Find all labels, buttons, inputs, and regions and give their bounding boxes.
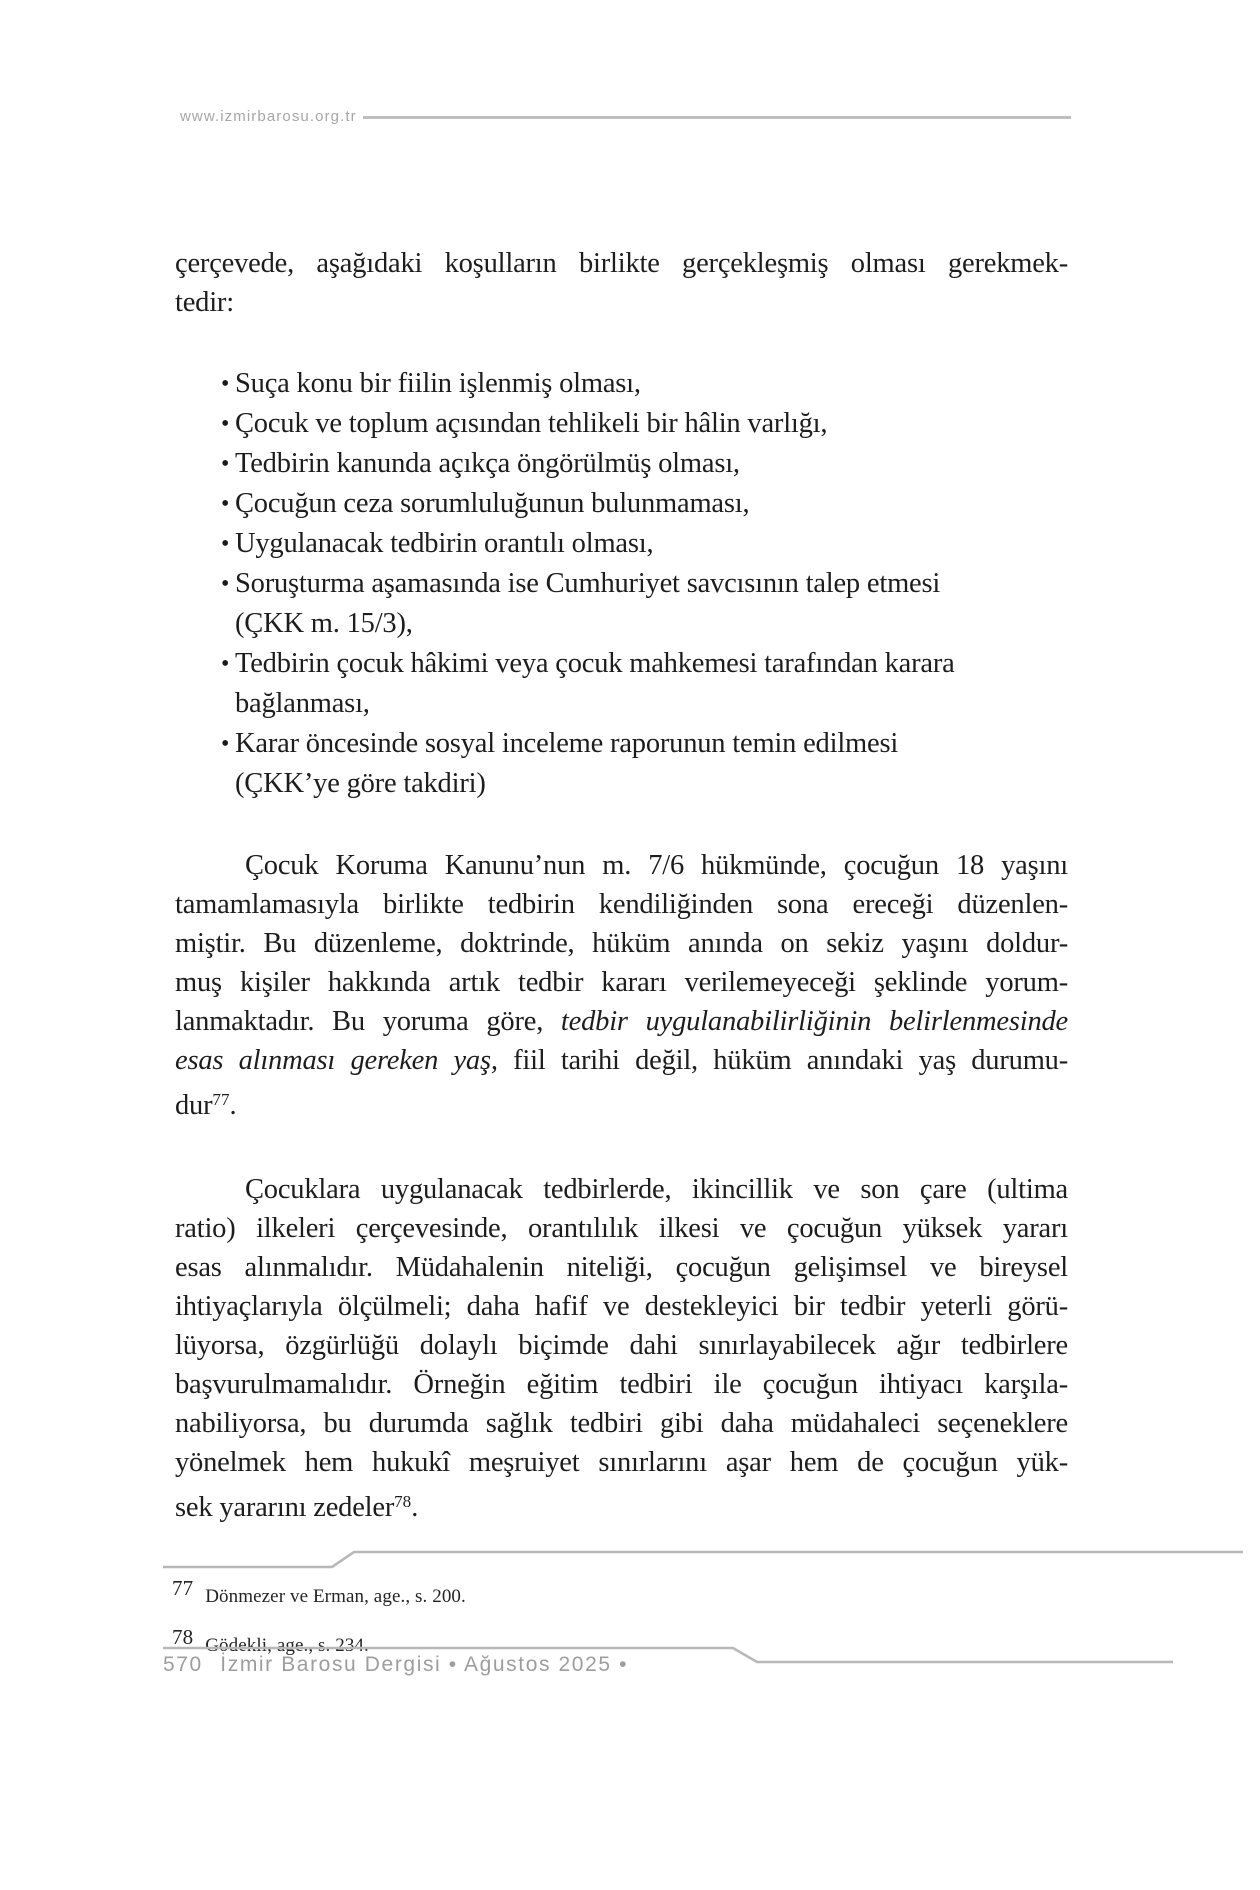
paragraph-line	[175, 1080, 1068, 1125]
paragraph-three	[175, 1170, 1068, 1527]
bullet-line: Uygulanacak tedbirin orantılı olması,	[235, 528, 654, 559]
paragraph-line	[175, 924, 1068, 963]
bullet-marker: •	[221, 411, 230, 437]
bullet-item	[175, 564, 1068, 644]
paragraph-line	[175, 1482, 1068, 1527]
paragraph-line	[175, 1170, 1068, 1209]
paragraph-line	[175, 1041, 1068, 1080]
text-segment: .	[229, 1090, 237, 1121]
paragraph-two	[175, 846, 1068, 1125]
bullet-item	[175, 644, 1068, 724]
bullet-marker: •	[221, 371, 230, 397]
bullet-marker: •	[221, 651, 230, 677]
text-segment: sek yararını zedeler	[175, 1492, 395, 1523]
bullet-marker: •	[221, 731, 230, 757]
paragraph-line	[175, 1248, 1068, 1287]
bullet-item	[175, 484, 1068, 524]
bullet-item	[175, 724, 1068, 804]
paragraph-line	[175, 1404, 1068, 1443]
bullet-marker: •	[221, 491, 230, 517]
text-segment: lanmaktadır. Bu yoruma göre,	[175, 1006, 561, 1037]
text-segment: tamamlamasıyla birlikte tedbirin kendiliğinden sona ereceği düzenlen-	[175, 889, 1068, 920]
bullet-marker: •	[221, 451, 230, 477]
footer-text	[163, 1653, 628, 1677]
bullet-line: Karar öncesinde sosyal inceleme raporunun temin edilmesi	[235, 728, 899, 759]
text-segment: Çocuklara uygulanacak tedbirlerde, ikincillik ve son çare (ultima	[245, 1174, 1068, 1205]
bullet-line: Çocuk ve toplum açısından tehlikeli bir hâlin varlığı,	[235, 408, 828, 439]
text-segment: ratio) ilkeleri çerçevesinde, orantılılık ilkesi ve çocuğun yüksek yararı	[175, 1213, 1068, 1244]
header-site-url: www.izmirbarosu.org.tr	[180, 108, 357, 125]
paragraph-line	[175, 1002, 1068, 1041]
footnote	[172, 1568, 1065, 1617]
text-segment: başvurulmamalıdır. Örneğin eğitim tedbiri ile çocuğun ihtiyacı karşıla-	[175, 1369, 1068, 1400]
paragraph-line	[175, 283, 1068, 322]
bullet-line: bağlanması,	[235, 688, 370, 719]
text-segment: nabiliyorsa, bu durumda sağlık tedbiri gibi daha müdahaleci seçeneklere	[175, 1408, 1068, 1439]
footnote-reference: 77	[212, 1090, 230, 1109]
text-segment: miştir. Bu düzenleme, doktrinde, hüküm anında on sekiz yaşını doldur-	[175, 928, 1068, 959]
bullet-marker: •	[221, 531, 230, 557]
text-segment: muş kişiler hakkında artık tedbir kararı verilemeyeceği şeklinde yorum-	[175, 967, 1068, 998]
header-rule	[363, 116, 1071, 119]
text-segment: fiil tarihi değil, hüküm anındaki yaş durumu-	[497, 1045, 1068, 1076]
bullet-item	[175, 524, 1068, 564]
bullet-line: Suça konu bir fiilin işlenmiş olması,	[235, 368, 641, 399]
paragraph-line	[175, 1326, 1068, 1365]
footer-separator-dot: •	[448, 1653, 458, 1676]
page-header	[180, 108, 1071, 125]
bullet-line: (ÇKK m. 15/3),	[235, 608, 413, 639]
bullet-line: Soruşturma aşamasında ise Cumhuriyet savcısının talep etmesi	[235, 568, 941, 599]
paragraph-line	[175, 885, 1068, 924]
text-segment: esas alınması gereken yaş,	[175, 1045, 498, 1076]
text-segment: çerçevede, aşağıdaki koşulların birlikte gerçekleşmiş olması gerekmek-	[175, 248, 1068, 279]
text-segment: lüyorsa, özgürlüğü dolaylı biçimde dahi sınırlayabilecek ağır tedbirlere	[175, 1330, 1068, 1361]
bullet-item	[175, 444, 1068, 484]
footnote-number: 78	[172, 1625, 194, 1649]
footer-page-number: 570	[163, 1653, 203, 1676]
text-segment: yönelmek hem hukukî meşruiyet sınırlarını aşar hem de çocuğun yük-	[175, 1447, 1068, 1478]
footnote-reference: 78	[394, 1492, 412, 1511]
bullet-item	[175, 364, 1068, 404]
bullet-item	[175, 404, 1068, 444]
text-segment: ihtiyaçlarıyla ölçülmeli; daha hafif ve destekleyici bir tedbir yeterli görü-	[175, 1291, 1068, 1322]
paragraph-line	[175, 1365, 1068, 1404]
footer-journal-title: İzmir Barosu Dergisi	[220, 1653, 442, 1676]
bullet-line: Çocuğun ceza sorumluluğunun bulunmaması,	[235, 488, 750, 519]
footer-issue: Ağustos 2025	[464, 1653, 612, 1676]
bullet-list	[175, 364, 1068, 804]
bullet-line: (ÇKK’ye göre takdiri)	[235, 768, 486, 799]
footnote-number: 77	[172, 1576, 194, 1600]
bullet-marker: •	[221, 571, 230, 597]
bullet-line: Tedbirin kanunda açıkça öngörülmüş olması,	[235, 448, 740, 479]
paragraph-line	[175, 244, 1068, 283]
paragraph-line	[175, 1287, 1068, 1326]
footer-trailing-dot: •	[619, 1653, 629, 1676]
bullet-line: Tedbirin çocuk hâkimi veya çocuk mahkemesi tarafından karara	[235, 648, 955, 679]
footnote-text: Dönmezer ve Erman, age., s. 200.	[205, 1586, 466, 1607]
paragraph-line	[175, 963, 1068, 1002]
text-segment: tedbir uygulanabilirliğinin belirlenmesinde	[560, 1006, 1069, 1037]
paragraph-line	[175, 846, 1068, 885]
text-segment: dur	[175, 1090, 213, 1121]
text-segment: .	[411, 1492, 419, 1523]
text-segment: tedir:	[175, 287, 234, 318]
paragraph-line	[175, 1443, 1068, 1482]
page-footer	[0, 1640, 1260, 1700]
text-segment: esas alınmalıdır. Müdahalenin niteliği, çocuğun gelişimsel ve bireysel	[175, 1252, 1068, 1283]
paragraph-line	[175, 1209, 1068, 1248]
text-segment: Çocuk Koruma Kanunu’nun m. 7/6 hükmünde, çocuğun 18 yaşını	[245, 850, 1068, 881]
paragraph-intro	[175, 244, 1068, 322]
footnote-text: Gödekli, age., s. 234.	[205, 1635, 369, 1656]
